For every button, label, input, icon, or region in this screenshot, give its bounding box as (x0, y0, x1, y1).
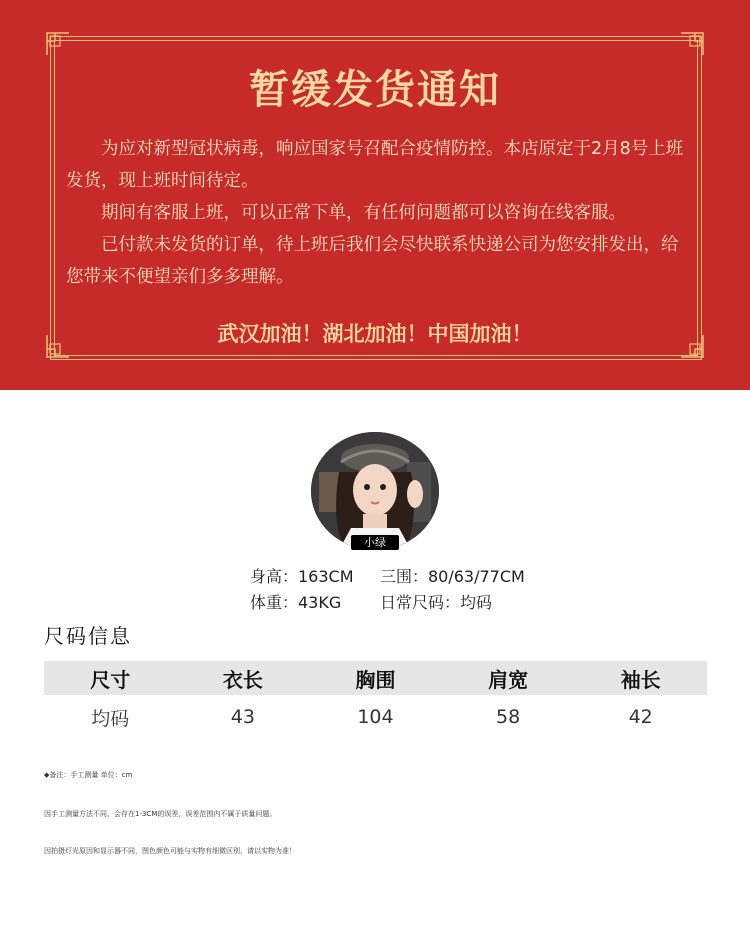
table-header-cell: 胸围 (309, 661, 442, 695)
size-info-title: 尺码信息 (44, 624, 132, 648)
table-header-cell: 肩宽 (442, 661, 575, 695)
notice-paragraph: 期间有客服上班，可以正常下单，有任何问题都可以咨询在线客服。 (101, 203, 626, 223)
model-weight: 体重：43KG (250, 593, 342, 612)
model-name-tag: 小绿 (351, 535, 399, 550)
table-header-row (44, 661, 707, 695)
table-header-cell: 袖长 (574, 661, 707, 695)
model-measurements: 三围：80/63/77CM (380, 567, 525, 586)
model-height: 身高：163CM (250, 567, 354, 586)
notice-body (66, 133, 688, 293)
table-row (44, 695, 707, 739)
notice-paragraph: 为应对新型冠状病毒，响应国家号召配合疫情防控。本店原定于2月8号上班发货，现上班时间待定。 (66, 139, 684, 191)
table-cell: 58 (495, 706, 521, 728)
corner-ornament-icon (680, 32, 704, 56)
measurement-error-note: 因手工测量方法不同，会存在1-3CM的误差，误差范围内不属于质量问题。 (44, 810, 277, 818)
notice-banner (0, 0, 750, 390)
remark-note: ◆备注：手工测量 单位：cm (44, 771, 133, 779)
notice-paragraph: 已付款未发货的订单，待上班后我们会尽快联系快递公司为您安排发出，给您带来不便望亲们多多理解。 (66, 235, 679, 287)
corner-ornament-icon (46, 32, 70, 56)
model-avatar (311, 432, 439, 550)
size-table (44, 661, 707, 739)
table-cell: 42 (628, 706, 653, 728)
notice-title: 暂缓发货通知 (249, 67, 501, 113)
table-header-cell: 衣长 (177, 661, 310, 695)
table-cell: 43 (230, 706, 255, 728)
model-usual-size: 日常尺码：均码 (380, 593, 493, 612)
color-difference-note: 因拍摄灯光原因和显示器不同，图色颜色可能与实物有细微区别，请以实物为准！ (44, 847, 296, 855)
notice-slogan: 武汉加油！湖北加油！中国加油！ (217, 322, 533, 346)
table-cell: 104 (357, 706, 394, 728)
table-cell: 均码 (91, 707, 130, 730)
table-header-cell: 尺寸 (44, 661, 177, 695)
